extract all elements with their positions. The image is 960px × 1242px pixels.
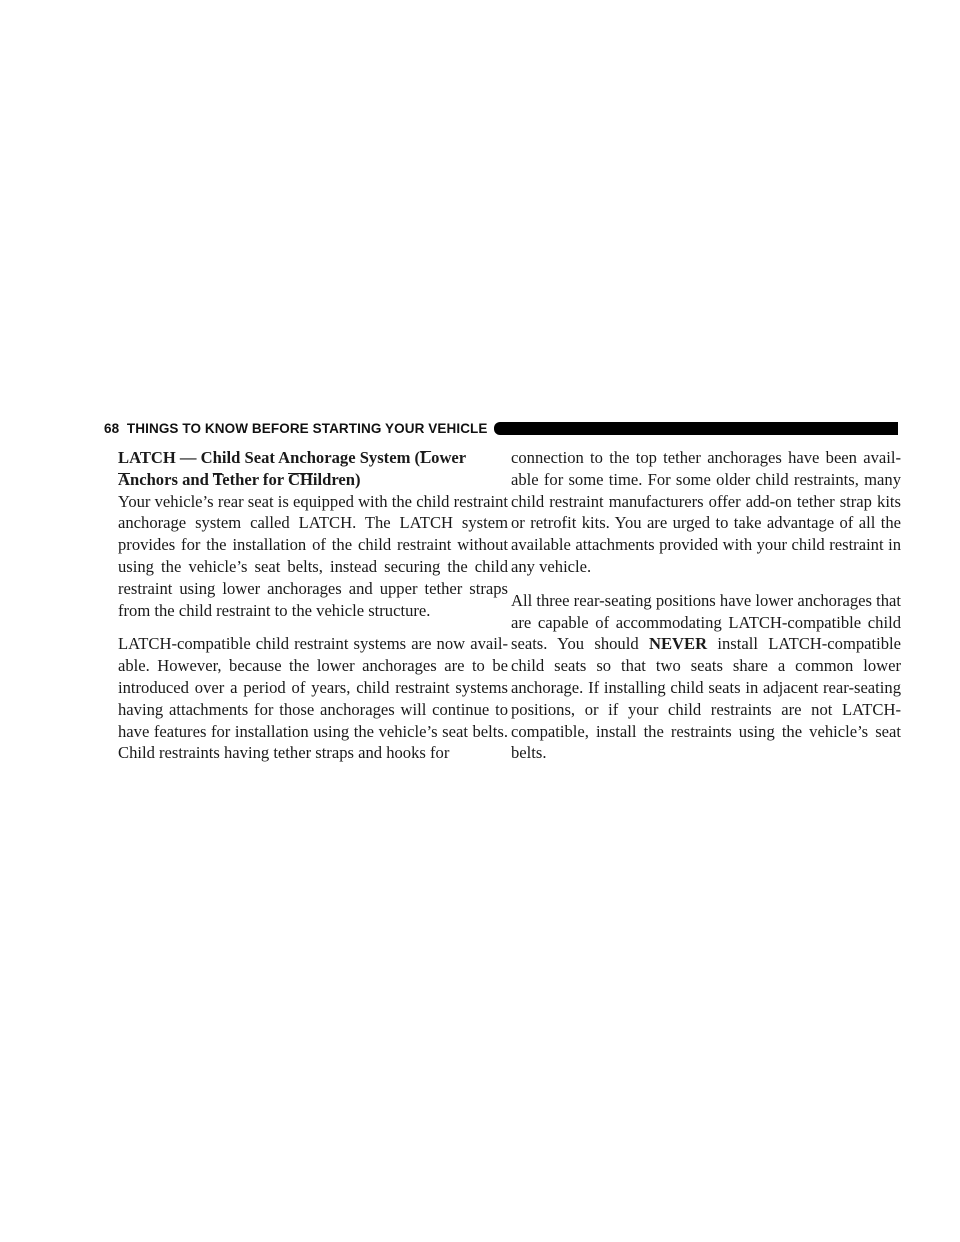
paragraph-rear-seating: All three rear-seating positions have lower anchorages that are capable of accommodating LATCH-compatible child seats. You should NEVER install LATCH-compatible child seats so that two seats share a common lower anchorage. If installing child seats in adjacent rear-seating positions, or if your child restraints are not LATCH-compatible, install the restraints using the vehicle’s seat belts. [511,590,902,763]
section-title: LATCH — Child Seat Anchorage System (Lower Anchors and Tether for CHildren) [118,448,467,489]
paragraph-latch-intro: Your vehicle’s rear seat is equipped with the child restraint anchorage system called LATCH. The LATCH system provides for the installation of the child restraint without using the vehicle’s seat belts, instead securing the child restraint using lower anchorages and upper tether straps from the child restraint to the vehicle structure. [118,491,508,620]
left-column [118,447,508,776]
header-rule [494,422,899,435]
never-emphasis: NEVER [648,634,708,654]
chapter-title: THINGS TO KNOW BEFORE STARTING YOUR VEHICLE [126,420,488,436]
paragraph-latch-compatible: LATCH-compatible child restraint systems are now available. However, because the lower anchorages are to be introduced over a period of years, child restraint systems having attachments for those anchorages will continue to have features for installation using the vehicle’s seat belts. Child restraints having tether straps and hooks for [118,634,508,763]
page-header [104,418,898,438]
right-column [511,447,901,776]
page-header-text [104,421,488,436]
page-number: 68 [104,420,120,436]
paragraph-tether-continued: connection to the top tether anchorages have been available for some time. For some older child restraints, many child restraint manufacturers offer add-on tether strap kits or retrofit kits. You are urged to take advantage of all the available attachments provided with your child restraint in any vehicle. [511,448,901,576]
